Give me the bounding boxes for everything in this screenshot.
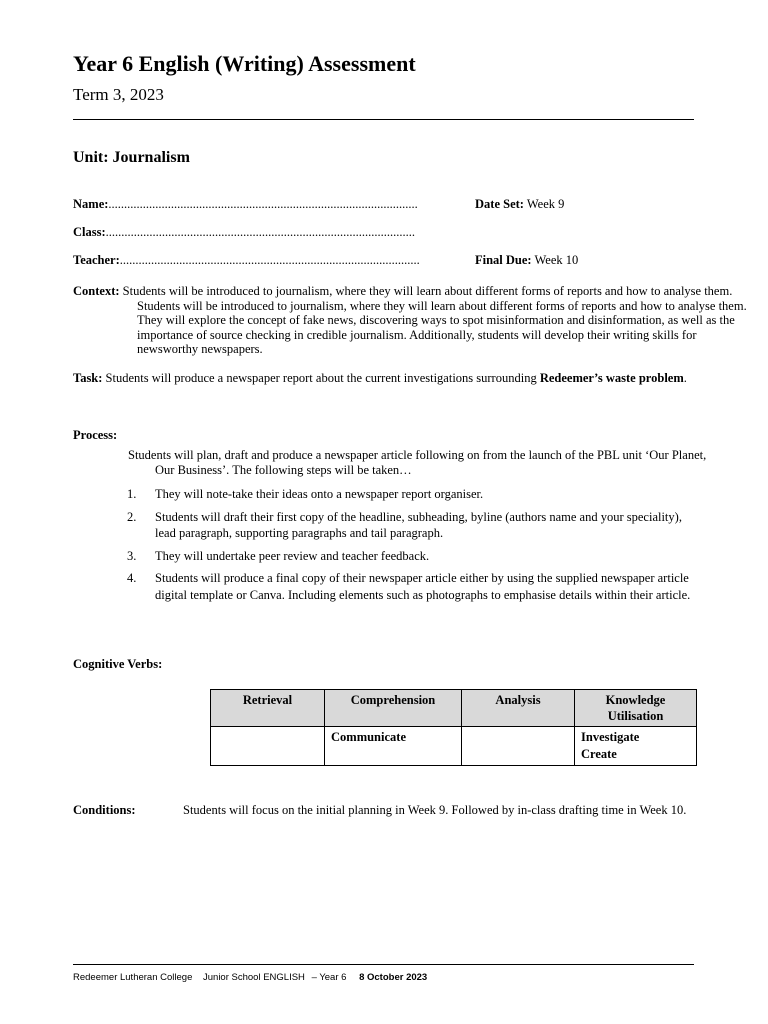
process-label: Process: [73, 428, 118, 442]
page-title: Year 6 English (Writing) Assessment [73, 51, 416, 76]
task-text: Students will produce a newspaper report about the current investigations surrounding [105, 371, 540, 385]
context-label: Context: [73, 284, 120, 298]
list-item: 1. They will note-take their ideas onto a newspaper report organiser. [127, 487, 484, 501]
class-field [73, 225, 415, 240]
term-subtitle: Term 3, 2023 [73, 85, 164, 104]
table-header-retrieval: Retrieval [211, 690, 325, 727]
verb-investigate: Investigate [581, 730, 640, 744]
list-item: 4. Students will produce a final copy of their newspaper article either by using the supplied newspaper article digital template or Canva. Including elements such as photographs to emphasise details within their article. [127, 571, 691, 602]
table-header-analysis: Analysis [462, 690, 575, 727]
teacher-dots: ................................................................................................ [119, 253, 420, 267]
cognitive-verbs-table [210, 689, 697, 766]
cognitive-verbs-label: Cognitive Verbs: [73, 657, 163, 671]
table-cell-comprehension: Communicate [325, 727, 462, 766]
table-cell-analysis [462, 727, 575, 766]
table-cell-retrieval [211, 727, 325, 766]
table-header-row [211, 690, 697, 727]
context-section [73, 284, 749, 357]
footer-year: – Year 6 [311, 972, 347, 983]
footer-school: Redeemer Lutheran College [73, 972, 193, 983]
task-label: Task: [73, 371, 103, 385]
process-steps [127, 486, 697, 609]
context-text: Students will be introduced to journalism, where they will learn about different forms of reports and how to analyse them. Students will be introduced to journalism, where they will learn about different forms of reports and how to analyse them. They will explore the concept of fake news, discovering ways to spot misinformation and disinformation, as well as the importance of source checking in credible journalism. Additionally, students will develop their writing skills for newsworthy newspapers. [122, 284, 747, 356]
conditions-label: Conditions: [73, 803, 136, 817]
footer-divider [73, 964, 694, 965]
header-divider [73, 119, 694, 120]
date-set-field [475, 197, 564, 212]
teacher-label: Teacher: [73, 253, 120, 267]
footer-dept: Junior School ENGLISH [203, 972, 305, 983]
table-header-comprehension: Comprehension [325, 690, 462, 727]
table-cell-knowledge [575, 727, 697, 766]
final-due-field [475, 253, 578, 268]
task-section [73, 371, 729, 386]
task-end: . [683, 371, 687, 385]
unit-heading: Unit: Journalism [73, 149, 190, 166]
class-dots: ................................................................................................... [105, 225, 416, 239]
table-row [211, 727, 697, 766]
list-item: 2. Students will draft their first copy of the headline, subheading, byline (authors name and your speciality), lead paragraph, supporting paragraphs and tail paragraph. [127, 509, 682, 540]
list-item: 3. They will undertake peer review and teacher feedback. [127, 548, 430, 563]
name-dots: ................................................................................................... [108, 197, 418, 211]
name-label: Name: [73, 197, 109, 211]
final-due-value: Week 10 [531, 253, 579, 267]
date-set-label: Date Set: [475, 197, 524, 211]
table-header-knowledge: Knowledge Utilisation [575, 690, 697, 727]
date-set-value: Week 9 [523, 197, 565, 211]
final-due-label: Final Due: [475, 253, 532, 267]
process-intro: Students will plan, draft and produce a newspaper article following on from the launch of the PBL unit ‘Our Planet, Our Business’. The following steps will be taken… [128, 448, 707, 477]
page-footer [73, 972, 435, 983]
class-label: Class: [73, 225, 106, 239]
conditions-text: Students will focus on the initial planning in Week 9. Followed by in-class drafting time in Week 10. [183, 803, 687, 817]
teacher-field [73, 253, 420, 268]
footer-date: 8 October 2023 [359, 972, 428, 983]
verb-create: Create [581, 747, 617, 761]
task-bold-text: Redeemer’s waste problem [539, 371, 684, 385]
name-field [73, 197, 418, 212]
